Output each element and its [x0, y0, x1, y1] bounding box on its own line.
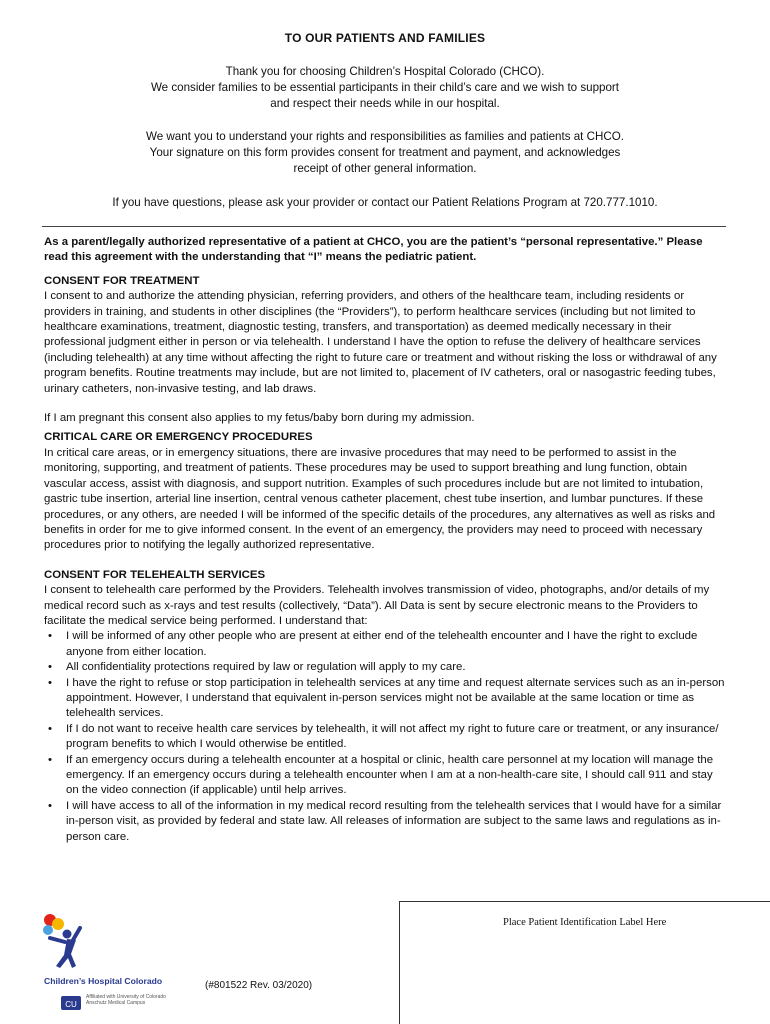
bullet-text: I will have access to all of the information in my medical record resulting from the telehealth services that I would have for a similar in-person visit, as provided by federal and state law. All releases of information are subject to the same laws and regulations as in-person care.: [66, 799, 722, 843]
svg-text:CU: CU: [65, 1000, 77, 1009]
bullet-text: If I do not want to receive health care services by telehealth, it will not affect my right to future care or treatment, or any insurance/ program benefits to which I would otherwise be entitled.: [66, 722, 719, 751]
telehealth-bullet-list: [44, 629, 728, 845]
list-item: • I have the right to refuse or stop participation in telehealth services at any time and request alternate services such as an in-person appointment. However, I understand that equivalent in-person services might not be available at the same location or time as telehealth services.: [48, 676, 725, 720]
bullet-text: If an emergency occurs during a telehealth encounter at a hospital or clinic, health care personnel at my location will manage the emergency. If an emergency occurs during a telehealth encounter when I am at a non-health-care site, I should call 911 and stay on the video connection (if applicable) until help arrives.: [66, 753, 714, 797]
telehealth-heading: CONSENT FOR TELEHEALTH SERVICES: [44, 568, 266, 581]
bullet-text: I will be informed of any other people who are present at either end of the telehealth encounter and I have the right to exclude anyone from either location.: [66, 630, 698, 658]
page-title: TO OUR PATIENTS AND FAMILIES: [284, 31, 486, 45]
representative-notice: As a parent/legally authorized representative of a patient at CHCO, you are the patient’s “personal representative.” Please read this agreement with the understanding that “I” means the pediatric patient.: [44, 236, 703, 264]
critical-care-text: In critical care areas, or in emergency situations, there are invasive procedures that may need to be performed to assist in the monitoring, supporting, and treatment of patients. These procedures may be used to support breathing and lung function, obtain vascular access, assist with diagnosis, and support nutrition. Examples of such procedures include but are not limited to intubation, gastric tube insertion, arterial line insertion, central venous catheter placement, chest tube insertion, and lumbar punctures. If these procedures, or any others, are needed I will be informed of the specific details of the procedures, any alternatives as well as risks and benefits in order for me to give informed consent. In the event of an emergency, the providers may need to proceed with necessary procedures prior to notifying the legally authorized representative.: [44, 446, 716, 552]
treatment-heading: CONSENT FOR TREATMENT: [44, 274, 200, 287]
intro-paragraph-3: If you have questions, please ask your provider or contact our Patient Relations Program at 720.777.1010.: [112, 196, 658, 209]
intro-paragraph-2: [60, 129, 710, 177]
intro-line: Thank you for choosing Children’s Hospital Colorado (CHCO).: [225, 65, 545, 78]
list-item: • All confidentiality protections required by law or regulation will apply to my care.: [48, 661, 466, 674]
university-logo-icon: [60, 994, 82, 1012]
telehealth-text: I consent to telehealth care performed by the Providers. Telehealth involves transmission of video, photographs, and/or details of my medical record such as x-rays and test results (collectively, “Data”). All Data is sent by secure electronic means to the Providers to facilitate the medical service being performed. I understand that:: [44, 584, 710, 627]
intro-line: We consider families to be essential participants in their child’s care and we wish to support: [150, 81, 620, 94]
bullet-text: I have the right to refuse or stop participation in telehealth services at any time and request alternate services such as an in-person appointment. However, I understand that equivalent in-person services might not be available at the same location or time as telehealth services.: [66, 676, 725, 720]
critical-care-heading: CRITICAL CARE OR EMERGENCY PROCEDURES: [44, 431, 313, 444]
treatment-text: I consent to and authorize the attending physician, referring providers, and others of the healthcare team, including residents or providers in training, and students in other disciplines (the “Providers”), to perform healthcare services (including but not limited to healthcare examinations, treatment, diagnostic testing, transfers, and transportation) as deemed medically necessary in their professional judgment either in person or via telehealth. I understand I have the option to refuse the delivery of healthcare services (including telehealth) at any time without affecting the right to future care or treatment and without risking the loss or withdrawal of any program benefits. Routine treatments may include, but are not limited to, placement of IV catheters, oral or nasogastric feeding tubes, urinary catheters, non-invasive testing, and lab draws.: [44, 290, 717, 395]
list-item: • If an emergency occurs during a telehealth encounter at a hospital or clinic, health care personnel at my location will manage the emergency. If an emergency occurs during a telehealth encounter when I am at a non-health-care site, I should call 911 and stay on the video connection (if applicable) until help arrives.: [48, 753, 714, 797]
intro-line: Your signature on this form provides consent for treatment and payment, and acknowledges: [149, 146, 621, 159]
pregnancy-text: If I am pregnant this consent also applies to my fetus/baby born during my admission.: [44, 412, 475, 425]
logo-affiliation: Affiliated with University of Colorado Anschutz Medical Campus: [86, 994, 166, 1006]
bullet-text: All confidentiality protections required by law or regulation will apply to my care.: [66, 661, 466, 674]
intro-line: receipt of other general information.: [293, 162, 477, 175]
patient-label-text: Place Patient Identification Label Here: [503, 917, 667, 928]
list-item: • I will have access to all of the information in my medical record resulting from the telehealth services that I would have for a similar in-person visit, as provided by federal and state law. All releases of information are subject to the same laws and regulations as in-person care.: [48, 799, 722, 843]
list-item: • I will be informed of any other people who are present at either end of the telehealth encounter and I have the right to exclude anyone from either location.: [48, 630, 698, 658]
divider: [42, 226, 726, 227]
list-item: • If I do not want to receive health care services by telehealth, it will not affect my right to future care or treatment, or any insurance/ program benefits to which I would otherwise be entitled.: [48, 722, 719, 751]
logo-name: Children’s Hospital Colorado: [44, 976, 163, 986]
form-revision: (#801522 Rev. 03/2020): [205, 980, 313, 991]
intro-line: We want you to understand your rights and responsibilities as families and patients at CHCO.: [146, 130, 624, 143]
intro-paragraph-1: [60, 64, 710, 112]
intro-line: and respect their needs while in our hospital.: [270, 97, 500, 110]
consent-body: [44, 235, 728, 845]
